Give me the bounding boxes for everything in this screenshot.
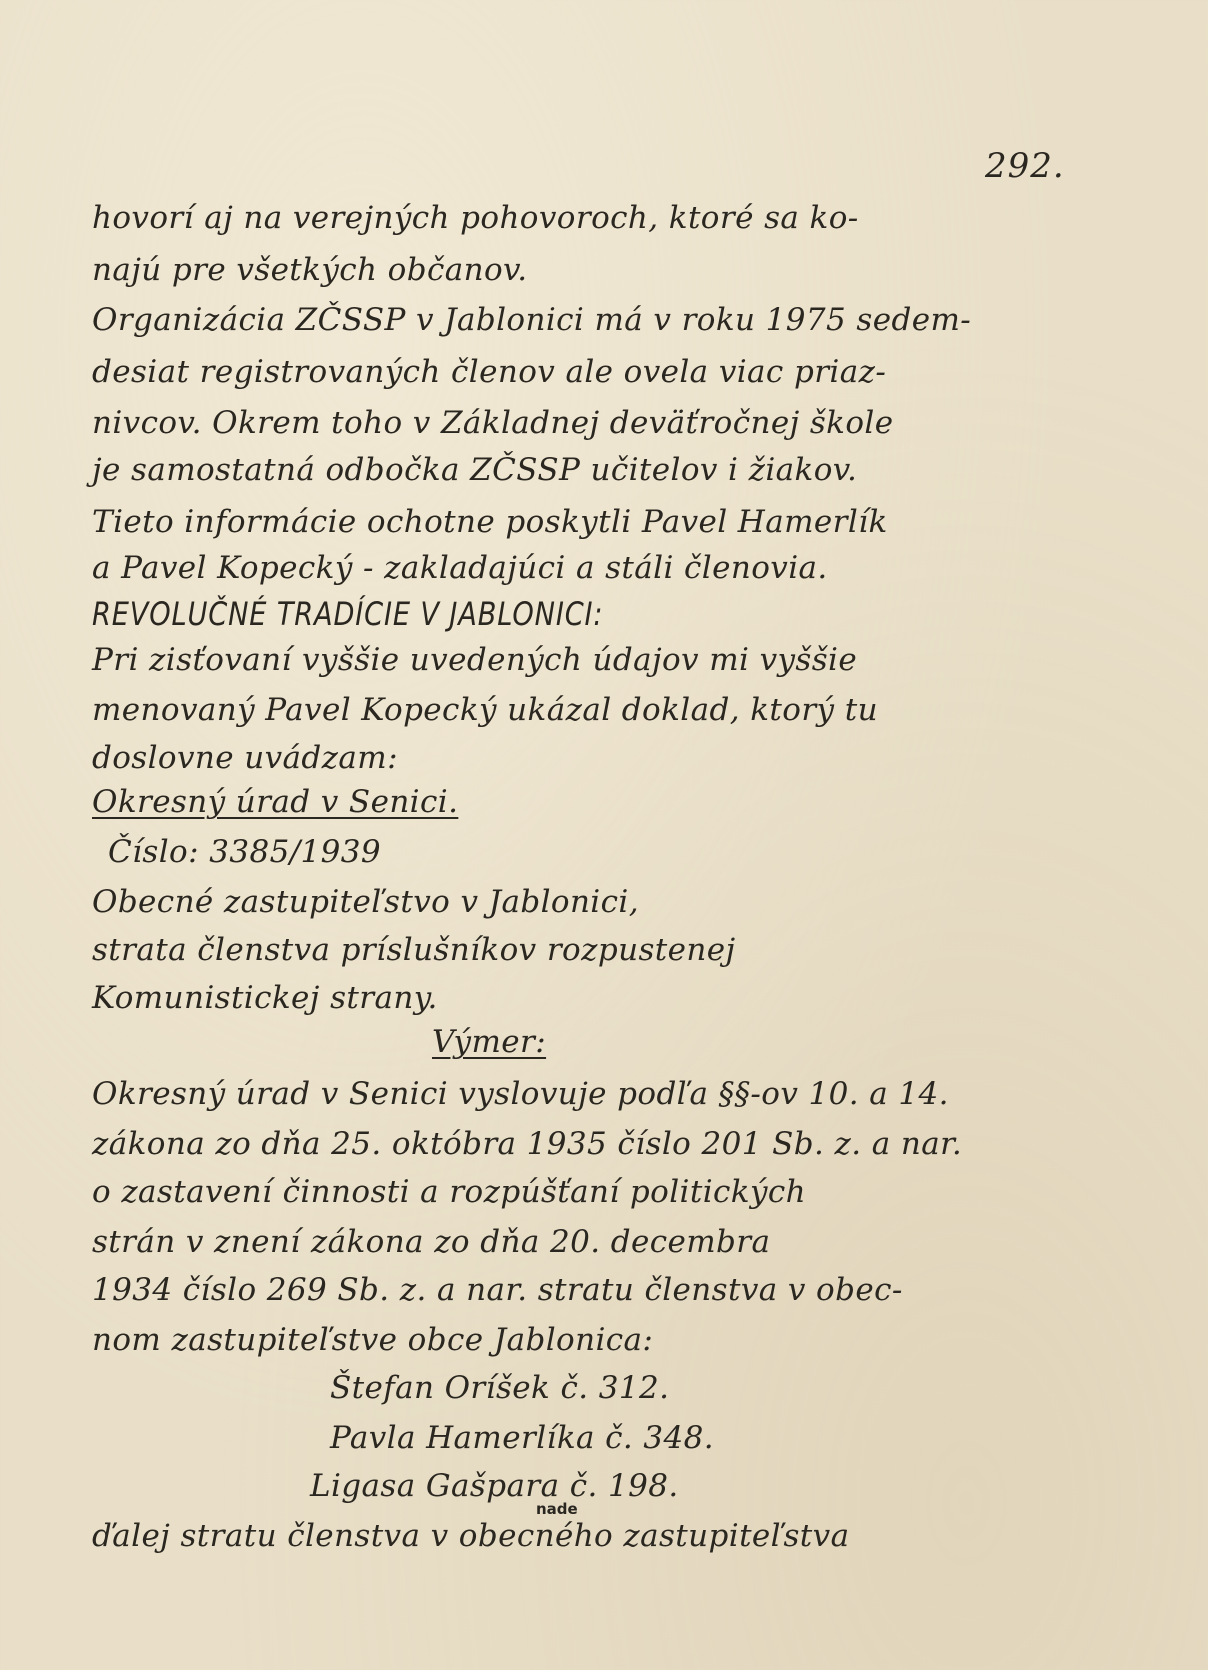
document-number: Číslo: 3385/1939 [108, 834, 382, 870]
address-line: strata členstva príslušníkov rozpustenej [92, 932, 736, 968]
vymer-title [432, 1022, 1208, 1062]
text-line: doslovne uvádzam: [92, 740, 398, 776]
section-heading: REVOLUČNÉ TRADÍCIE V JABLONICI: [92, 595, 604, 633]
page-number: 292. [985, 146, 1065, 186]
body-line: o zastavení činnosti a rozpúšťaní politických [92, 1174, 807, 1210]
text-line: nivcov. Okrem toho v Základnej deväťročnej škole [92, 405, 894, 441]
vymer-title-text: Výmer: [432, 1024, 547, 1060]
text-line: hovorí aj na verejných pohovoroch, ktoré sa ko- [92, 200, 859, 236]
body-line: 1934 číslo 269 Sb. z. a nar. stratu členstva v obec- [92, 1272, 903, 1308]
body-line: Okresný úrad v Senici vyslovuje podľa §§-ov 10. a 14. [92, 1076, 949, 1112]
text-line: a Pavel Kopecký - zakladajúci a stáli členovia. [92, 550, 828, 586]
body-line: zákona zo dňa 25. októbra 1935 číslo 201 Sb. z. a nar. [92, 1126, 963, 1162]
text-line [92, 1516, 1102, 1556]
name-entry: Pavla Hamerlíka č. 348. [330, 1420, 715, 1456]
body-line: strán v znení zákona zo dňa 20. decembra [92, 1224, 771, 1260]
address-line: Obecné zastupiteľstvo v Jablonici, [92, 884, 639, 920]
text-line: je samostatná odbočka ZČSSP učitelov i žiakov. [92, 452, 858, 488]
name-entry: Ligasa Gašpara č. 198. [310, 1468, 679, 1504]
text-line: najú pre všetkých občanov. [92, 252, 528, 288]
last-line-text: ďalej stratu členstva v obecného zastupiteľstva [92, 1518, 850, 1554]
body-line: nom zastupiteľstve obce Jablonica: [92, 1322, 654, 1358]
office-title-text: Okresný úrad v Senici. [92, 784, 459, 820]
text-line: menovaný Pavel Kopecký ukázal doklad, ktorý tu [92, 692, 878, 728]
insertion-mark: nade [536, 1500, 578, 1518]
text-line: Tieto informácie ochotne poskytli Pavel Hamerlík [92, 504, 888, 540]
office-title [92, 782, 1102, 822]
text-line: desiat registrovaných členov ale ovela viac priaz- [92, 354, 887, 390]
text-line: Pri zisťovaní vyššie uvedených údajov mi vyššie [92, 642, 858, 678]
address-line: Komunistickej strany. [92, 980, 438, 1016]
name-entry: Štefan Oríšek č. 312. [330, 1370, 670, 1406]
text-line: Organizácia ZČSSP v Jablonici má v roku 1975 sedem- [92, 302, 972, 338]
